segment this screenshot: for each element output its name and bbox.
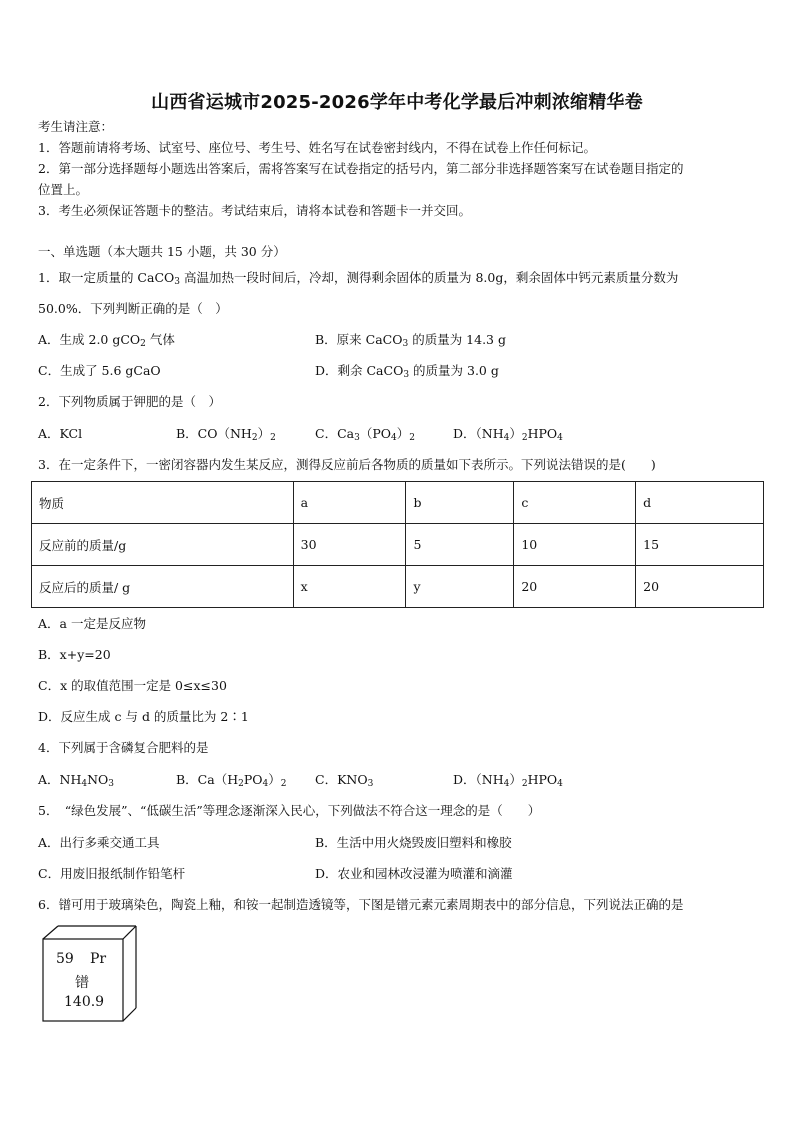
q3-option-b: B．x+y=20 xyxy=(38,647,111,662)
q4-option-b: B．$Ca(H_2PO_4)_2$ xyxy=(176,772,287,789)
periodic-element-card xyxy=(40,924,138,1024)
table-row xyxy=(32,524,764,566)
q1-option-b: B．原来 CaCO$_3$ 的质量为 14.3 g xyxy=(315,332,506,349)
table-cell: 30 xyxy=(293,524,406,566)
notice-item-2: 2．第一部分选择题每小题选出答案后，需将答案写在试卷指定的括号内，第二部分非选择题答案写在试卷题目指定的 xyxy=(38,161,684,176)
q4-option-c: C．$KNO_3$ xyxy=(315,772,374,789)
notice-item-3: 3．考生必须保证答题卡的整洁。考试结束后，请将本试卷和答题卡一并交回。 xyxy=(38,203,471,218)
table-cell: 5 xyxy=(406,524,514,566)
q2-option-d: D．$(NH_4)_2HPO_4$ xyxy=(453,426,563,443)
mass-table xyxy=(31,481,764,608)
table-cell: x xyxy=(293,566,406,608)
q5-option-b: B．生活中用火烧毁废旧塑料和橡胶 xyxy=(315,835,512,850)
q3-option-c: C．x 的取值范围一定是 0≤x≤30 xyxy=(38,678,227,693)
table-header-cell: 物质 xyxy=(32,482,294,524)
q1-option-a: A．生成 2.0 gCO$_2$ 气体 xyxy=(38,332,175,349)
q4-option-a: A．$NH_4NO_3$ xyxy=(38,772,115,789)
q5-option-a: A．出行多乘交通工具 xyxy=(38,835,160,850)
page-title: 山西省运城市2025-2026学年中考化学最后冲刺浓缩精华卷 xyxy=(151,92,643,113)
element-atomic-number: 59 xyxy=(56,951,74,967)
q5-option-d: D．农业和园林改浸灌为喷灌和滴灌 xyxy=(315,866,513,881)
question-6-stem: 6．镨可用于玻璃染色，陶瓷上釉，和铵一起制造透镜等，下图是镨元素元素周期表中的部分信息，下列说法正确的是 xyxy=(38,897,684,912)
q2-option-a: A．KCl xyxy=(38,426,83,441)
question-2-stem: 2．下列物质属于钾肥的是（ ） xyxy=(38,394,221,409)
table-row xyxy=(32,566,764,608)
table-header-cell: d xyxy=(636,482,764,524)
element-symbol: Pr xyxy=(90,951,107,967)
question-1-stem: 1．取一定质量的 CaCO$_3$ 高温加热一段时间后，冷却，测得剩余固体的质量为 8.0g，剩余固体中钙元素质量分数为 xyxy=(38,270,679,287)
question-1-stem-cont: 50.0%．下列判断正确的是（ ） xyxy=(38,301,228,316)
q3-option-a: A．a 一定是反应物 xyxy=(38,616,146,631)
q5-option-c: C．用废旧报纸制作铅笔杆 xyxy=(38,866,186,881)
question-5-stem: 5． “绿色发展”、“低碳生活”等理念逐渐深入民心，下列做法不符合这一理念的是（ ） xyxy=(38,803,541,818)
notice-item-1: 1．答题前请将考场、试室号、座位号、考生号、姓名写在试卷密封线内，不得在试卷上作任何标记。 xyxy=(38,140,596,155)
table-header-cell: b xyxy=(406,482,514,524)
q2-option-c: C．$Ca_3(PO_4)_2$ xyxy=(315,426,415,443)
q2-option-b: B．$CO(NH_2)_2$ xyxy=(176,426,276,443)
question-3-stem: 3．在一定条件下，一密闭容器内发生某反应，测得反应前后各物质的质量如下表所示。下列说法错误的是( ) xyxy=(38,457,656,472)
notice-item-2-cont: 位置上。 xyxy=(38,182,89,197)
table-cell: 反应后的质量/ g xyxy=(32,566,294,608)
q1-option-c: C．生成了 5.6 gCaO xyxy=(38,363,161,378)
table-cell: 20 xyxy=(636,566,764,608)
q3-option-d: D．反应生成 c 与 d 的质量比为 2∶1 xyxy=(38,709,249,724)
table-cell: 反应前的质量/g xyxy=(32,524,294,566)
element-atomic-mass: 140.9 xyxy=(64,994,105,1010)
question-4-stem: 4．下列属于含磷复合肥料的是 xyxy=(38,740,209,755)
section-heading: 一、单选题（本大题共 15 小题，共 30 分） xyxy=(38,244,286,259)
q1-option-d: D．剩余 CaCO$_3$ 的质量为 3.0 g xyxy=(315,363,499,380)
table-header-cell: c xyxy=(514,482,636,524)
table-cell: 20 xyxy=(514,566,636,608)
q4-option-d: D．$(NH_4)_2HPO_4$ xyxy=(453,772,563,789)
table-header-row xyxy=(32,482,764,524)
notice-heading: 考生请注意： xyxy=(38,119,114,134)
element-name: 镨 xyxy=(75,975,89,991)
table-cell: 15 xyxy=(636,524,764,566)
table-cell: y xyxy=(406,566,514,608)
table-header-cell: a xyxy=(293,482,406,524)
table-cell: 10 xyxy=(514,524,636,566)
